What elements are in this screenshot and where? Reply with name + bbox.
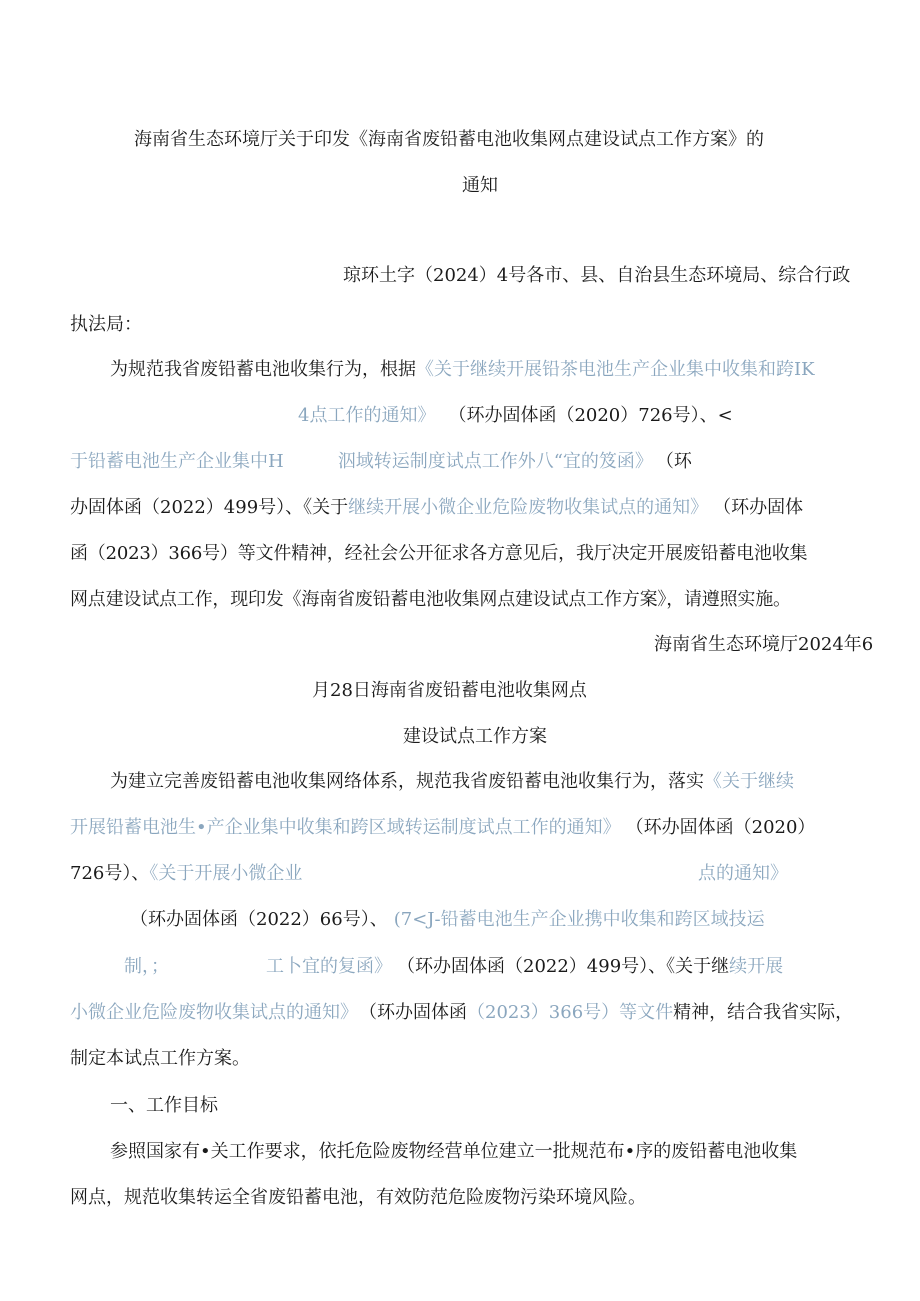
section1-line1: 参照国家有•关工作要求，依托危险废物经营单位建立一批规范布•序的废铅蓄电池收集 [110,1141,798,1162]
para2-l6-link-a[interactable]: 小微企业危险废物收集试点的通知》 [70,1002,358,1023]
para2-l1-link[interactable]: 《关于继续 [704,771,794,792]
doc-number-line: 琼环土字（2024）4号各市、县、自治县生态环境局、综合行政 [343,265,851,286]
para2-line5a [124,955,169,979]
para2-l2-link[interactable]: 开展铅蓄电池生•产企业集中收集和跨区域转运制度试点工作的通知》 [70,817,621,838]
para2-line7: 制定本试点工作方案。 [70,1048,250,1069]
section1-heading: 一、工作目标 [110,1095,218,1116]
para2-line1 [110,770,794,794]
para1-line1 [110,358,815,382]
para1-l1-link[interactable]: 《关于继续开展铅茶电池生产企业集中收集和跨IK [416,359,815,380]
para2-l4-link[interactable]: (7<J-铅蓄电池生产企业携中收集和跨区域技运 [393,909,765,930]
para1-line3 [70,450,692,474]
para2-line6 [70,1001,853,1025]
para1-l1-text: 为规范我省废铅蓄电池收集行为，根据 [110,359,416,380]
para2-l5-link-b[interactable]: 工卜宜的复函》 [266,956,392,977]
para1-line2 [298,404,733,428]
para1-l3-link-b[interactable]: 泅域转运制度试点工作外八“宜的笈函》 [337,451,653,472]
para1-line5: 函（2023）366号）等文件精神，经社会公开征求各方意见后，我厅决定开展废铅蓄电池收集 [70,543,808,564]
para2-l6-text-a: （环办固体函 [368,1002,467,1023]
para2-l2-text: （环办固体函（2020） [634,817,816,838]
para2-l5-link-c[interactable]: 续开展 [729,956,784,977]
signature-line1: 海南省生态环境厅2024年6 [654,634,874,655]
addressee-continuation: 执法局： [70,314,142,335]
plan-title: 建设试点工作方案 [403,726,547,747]
para1-l4-text-a: 办固体函（2022）499号）、《关于 [70,497,349,518]
para2-l6-text-b: 精神，结合我省实际， [673,1002,854,1023]
para2-l4-text: （环办固体函（2022）66号）、 [130,909,388,930]
para1-line4 [70,496,803,520]
para2-line4 [130,908,765,932]
doc-title-line1: 海南省生态环境厅关于印发《海南省废铅蓄电池收集网点建设试点工作方案》的 [134,129,764,150]
para2-line3 [70,862,302,886]
para2-l3-link-a[interactable]: 《关于开展小微企业 [149,863,303,884]
para2-l3-link-b[interactable]: 点的通知》 [698,863,788,884]
para1-l3-link-a[interactable]: 于铅蓄电池生产企业集中H [70,451,284,472]
para1-l4-text-b: （环办固体 [722,497,804,518]
para1-l2-text: （环办固体函（2020）726号）、< [457,405,733,426]
para2-l1-text: 为建立完善废铅蓄电池收集网络体系，规范我省废铅蓄电池收集行为，落实 [110,771,704,792]
para1-l3-text: （环 [664,451,692,472]
para1-line6: 网点建设试点工作，现印发《海南省废铅蓄电池收集网点建设试点工作方案》，请遵照实施。 [70,589,791,610]
para2-line2 [70,816,815,840]
para2-l5-link-a[interactable]: 制，； [124,956,169,977]
doc-title-line2: 通知 [462,175,498,196]
signature-line2: 月28日海南省废铅蓄电池收集网点 [312,680,587,701]
para2-l5-text: （环办固体函（2022）499号）、《关于继 [406,956,730,977]
section1-line2: 网点，规范收集转运全省废铅蓄电池，有效防范危险废物污染环境风险。 [70,1187,646,1208]
para1-l4-link[interactable]: 继续开展小微企业危险废物收集试点的通知》 [348,497,709,518]
para2-l6-link-b[interactable]: （2023）366号）等文件 [467,1002,674,1023]
para1-l2-link[interactable]: 4点工作的通知》 [298,405,436,426]
para2-l3-text: 726号）、 [70,863,150,884]
para2-line5b [266,955,783,979]
